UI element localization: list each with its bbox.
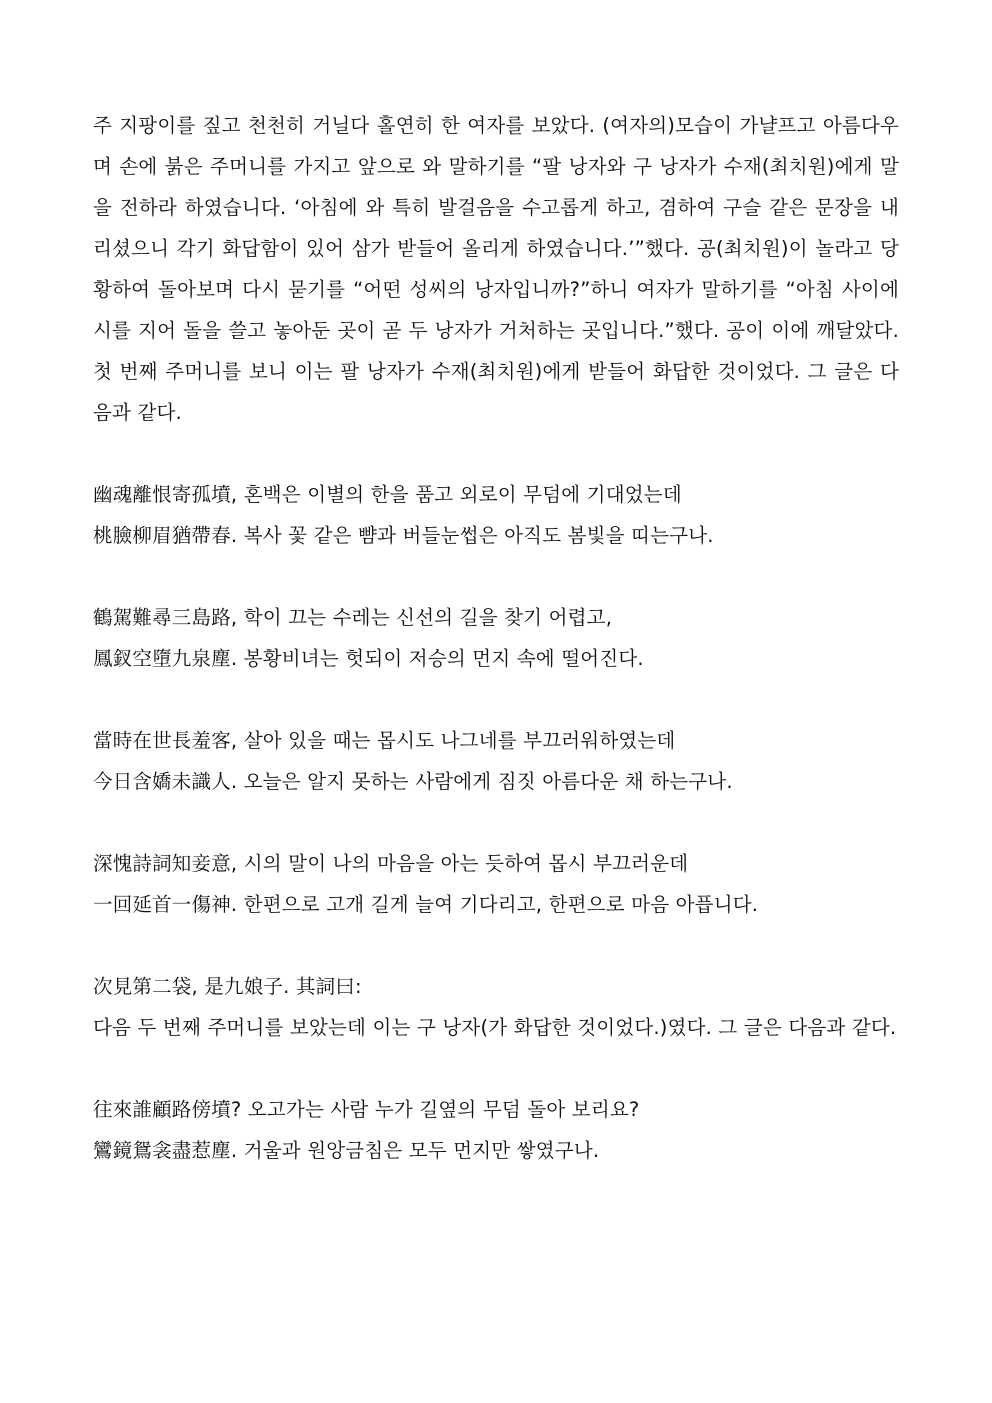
stanza-gap xyxy=(93,925,899,966)
poem1-line-5: 當時在世長羞客, 살아 있을 때는 몹시도 나그네를 부끄러워하였는데 xyxy=(93,729,676,752)
stanza-gap xyxy=(93,433,899,474)
document-page xyxy=(93,105,899,1171)
poem1-line-2: 桃臉柳眉猶帶春. 복사 꽃 같은 뺨과 버들눈썹은 아직도 봄빛을 띠는구나. xyxy=(93,524,714,547)
poem1-line-7: 深愧詩詞知妾意, 시의 말이 나의 마음을 아는 듯하여 몹시 부끄러운데 xyxy=(93,852,689,875)
poem1-line-1: 幽魂離恨寄孤墳, 혼백은 이별의 한을 품고 외로이 무덤에 기대었는데 xyxy=(93,483,682,506)
second-translation: 다음 두 번째 주머니를 보았는데 이는 구 낭자(가 화답한 것이었다.)였다. 그 글은 다음과 같다. xyxy=(93,1016,897,1039)
poem2-line-2: 鸞鏡鴛衾盡惹塵. 거울과 원앙금침은 모두 먼지만 쌓였구나. xyxy=(93,1139,600,1162)
stanza-gap xyxy=(93,802,899,843)
stanza-gap xyxy=(93,679,899,720)
poem2-line-1: 往來誰顧路傍墳? 오고가는 사람 누가 길옆의 무덤 돌아 보리요? xyxy=(93,1098,640,1121)
poem1-line-8: 一回延首一傷神. 한편으로 고개 길게 늘여 기다리고, 한편으로 마음 아픕니다. xyxy=(93,893,759,916)
poem1-line-4: 鳳釵空墮九泉塵. 봉황비녀는 헛되이 저승의 먼지 속에 떨어진다. xyxy=(93,647,644,670)
intro-paragraph: 주 지팡이를 짚고 천천히 거닐다 홀연히 한 여자를 보았다. (여자의)모습이 가냘프고 아름다우며 손에 붉은 주머니를 가지고 앞으로 와 말하기를 “팔 낭자와 구 낭자가 수재(최치원)에게 말을 전하라 하였습니다. ‘아침에 와 특히 발걸음을 수고롭게 하고, 겸하여 구슬 같은 문장을 내리셨으니 각기 화답함이 있어 삼가 받들어 올리게 하였습니다.’”했다. 공(최치원)이 놀라고 당황하여 돌아보며 다시 묻기를 “어떤 성씨의 낭자입니까?”하니 여자가 말하기를 “아침 사이에 시를 지어 돌을 쓸고 놓아둔 곳이 곧 두 낭자가 거처하는 곳입니다.”했다. 공이 이에 깨달았다. 첫 번째 주머니를 보니 이는 팔 낭자가 수재(최치원)에게 받들어 화답한 것이었다. 그 글은 다음과 같다. xyxy=(93,114,899,424)
poem1-line-3: 鶴駕難尋三島路, 학이 끄는 수레는 신선의 길을 찾기 어렵고, xyxy=(93,606,613,629)
stanza-gap xyxy=(93,1048,899,1089)
second-heading: 次見第二袋, 是九娘子. 其詞曰: xyxy=(93,975,362,998)
stanza-gap xyxy=(93,556,899,597)
poem1-line-6: 今日含嬌未識人. 오늘은 알지 못하는 사람에게 짐짓 아름다운 채 하는구나. xyxy=(93,770,733,793)
